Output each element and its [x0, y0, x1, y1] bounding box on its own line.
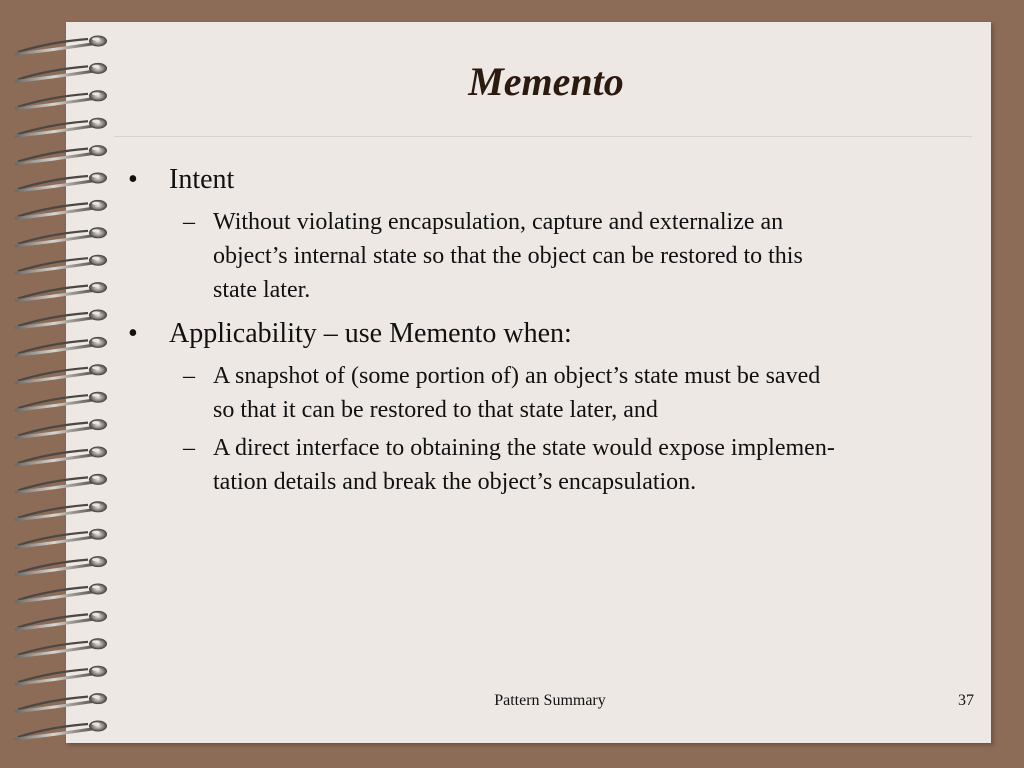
sub-bullet-line: A direct interface to obtaining the state would expose implemen-: [213, 435, 835, 461]
slide-title: Memento: [468, 59, 624, 104]
slide-number: 37: [958, 692, 974, 709]
bullet-text: Intent: [169, 164, 235, 195]
dash-marker: –: [183, 435, 195, 461]
bullet-text: Applicability – use Memento when:: [169, 318, 572, 349]
bullet-applicability: [126, 317, 966, 351]
sub-bullet-line: object’s internal state so that the object can be restored to this: [213, 243, 803, 269]
sub-bullet-line: state later.: [213, 277, 311, 303]
bullet-marker: •: [128, 164, 138, 195]
title-divider: [114, 136, 972, 137]
sub-bullet-direct-interface: [126, 431, 966, 499]
sub-bullet-intent-description: [126, 205, 966, 307]
sub-bullet-line: A snapshot of (some portion of) an object’s state must be saved: [213, 363, 821, 389]
sub-bullet-snapshot: [126, 359, 966, 427]
bullet-intent: [126, 163, 966, 197]
footer-text: Pattern Summary: [494, 692, 606, 709]
sub-bullet-line: Without violating encapsulation, capture and externalize an: [213, 209, 784, 235]
sub-bullet-line: tation details and break the object’s encapsulation.: [213, 469, 697, 495]
spiral-binding-icon: [0, 0, 134, 768]
dash-marker: –: [183, 209, 195, 235]
sub-bullet-line: so that it can be restored to that state later, and: [213, 397, 658, 423]
slide-body: [126, 163, 966, 499]
bullet-marker: •: [128, 318, 138, 349]
dash-marker: –: [183, 363, 195, 389]
